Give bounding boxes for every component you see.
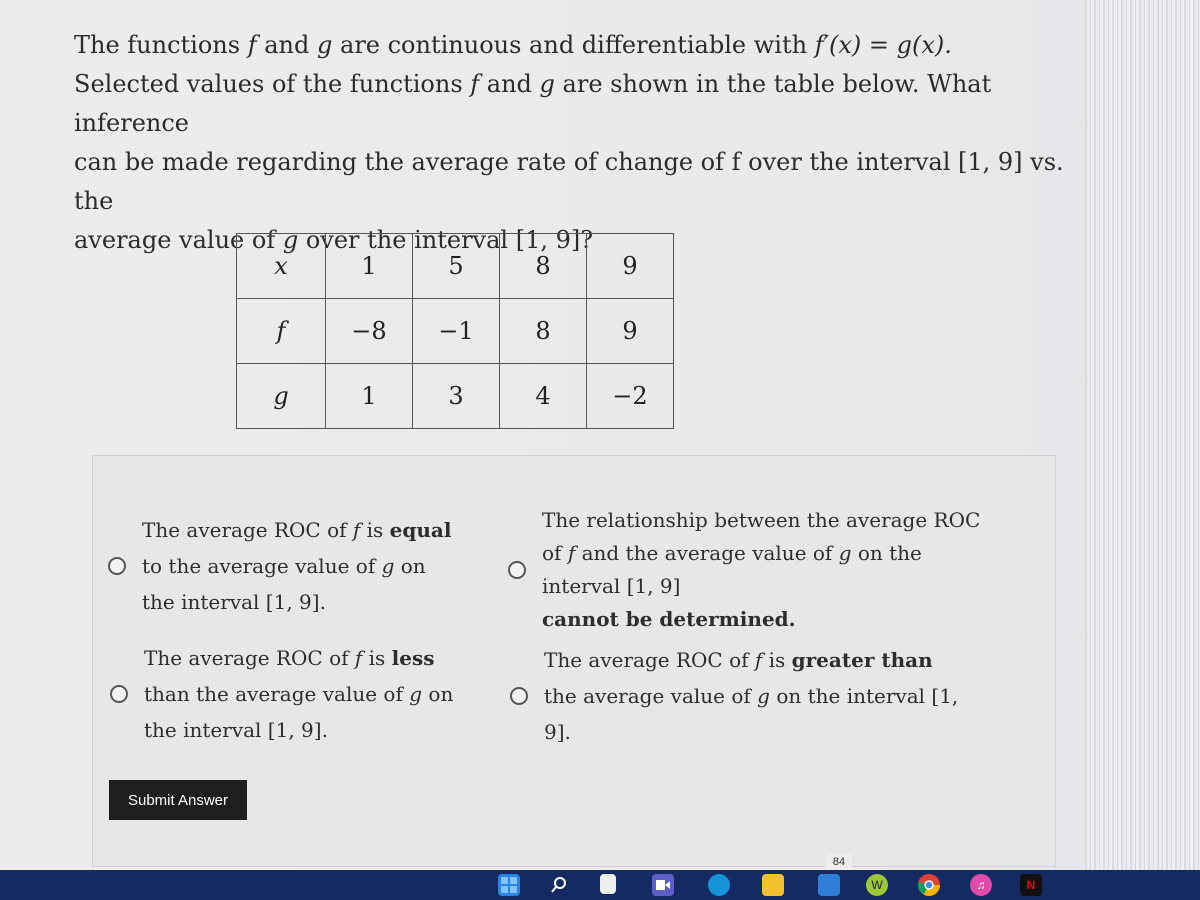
choice-fragment: The average ROC of [544,648,755,672]
choice-fragment: The relationship between the average ROC of [542,508,981,565]
edge-icon[interactable] [708,874,730,896]
table-row-x [237,234,674,299]
table-cell: −1 [413,299,500,364]
math-g: g [282,226,299,254]
question-fragment: and [479,70,540,98]
choice-fragment: on the interval [1, 9]. [144,682,454,742]
choice-cannot-determine-radio[interactable] [508,561,526,579]
choice-fragment: is [362,646,392,670]
math-g: g [757,684,770,708]
question-fragment: over the interval [1, 9]? [298,226,594,254]
notification-badge: 84 [826,854,852,870]
question-fragment: Selected values of the functions [74,70,471,98]
windows-start-icon[interactable] [498,874,520,896]
table-cell: 9 [587,234,674,299]
folder-icon[interactable] [762,874,784,896]
chrome-icon[interactable] [918,874,940,896]
taskbar [0,870,1200,900]
table-cell: 3 [413,364,500,429]
choice-cannot-determine-text [542,504,982,636]
math-f: f [352,518,361,542]
word-icon[interactable]: W [866,874,888,896]
question-fragment: and [256,31,317,59]
values-table [236,233,674,429]
choice-emphasis: less [391,646,435,670]
choice-greater-text [544,642,964,750]
choice-equal-radio[interactable] [108,557,126,575]
search-icon[interactable] [548,874,570,896]
math-g: g [409,682,423,706]
submit-answer-button[interactable]: Submit Answer [109,780,247,820]
choice-greater[interactable] [510,642,980,750]
choice-equal[interactable] [108,512,468,620]
table-cell: 8 [500,299,587,364]
choice-fragment: on the interval [1, 9] [542,541,922,598]
choice-fragment: and the average value of [575,541,839,565]
choice-greater-radio[interactable] [510,687,528,705]
choice-equal-text [142,512,452,620]
choice-fragment: the average value of [544,684,758,708]
row-label-f: f [237,299,326,364]
question-fragment: average value of [74,226,283,254]
math-g: g [539,70,555,98]
question-fragment: are shown in the table below. What inference [74,70,992,137]
choice-fragment: to the average value of [142,554,382,578]
choice-less-radio[interactable] [110,685,128,703]
choice-fragment: is [360,518,390,542]
math-f: f [567,541,576,565]
choice-fragment: than the average value of [144,682,410,706]
table-cell: 4 [500,364,587,429]
question-text [74,26,1064,260]
math-g: g [381,554,395,578]
question-line-1 [74,26,1064,65]
row-label-g: g [237,364,326,429]
table-cell: 1 [326,234,413,299]
question-fragment: The functions [74,31,248,59]
mail-icon[interactable] [818,874,840,896]
math-f: f [354,646,363,670]
math-f: f [754,648,763,672]
netflix-icon[interactable]: N [1020,874,1042,896]
row-label-x: x [237,234,326,299]
choice-fragment: on the interval [1, 9]. [142,554,426,614]
question-line-3: can be made regarding the average rate of change of f over the interval [1, 9] vs. the [74,148,1064,215]
choice-less-text [144,640,454,748]
choice-fragment: on the interval [1, 9]. [544,684,959,744]
choice-fragment: The average ROC of [144,646,355,670]
choice-emphasis: equal [389,518,452,542]
derivative-equation: f′(x) = g(x). [814,31,952,59]
table-row-f [237,299,674,364]
math-g: g [838,541,852,565]
choice-emphasis: cannot be determined. [542,607,796,631]
file-explorer-icon[interactable] [600,874,616,894]
background-glare [1085,0,1200,870]
table-cell: 1 [326,364,413,429]
table-cell: −8 [326,299,413,364]
table-row-g [237,364,674,429]
table-cell: −2 [587,364,674,429]
question-line-2 [74,65,1064,143]
music-icon[interactable]: ♫ [970,874,992,896]
choice-less[interactable] [110,640,470,748]
table-cell: 8 [500,234,587,299]
choice-fragment: is [762,648,792,672]
choice-cannot-determine[interactable] [508,504,988,636]
choice-fragment: The average ROC of [142,518,353,542]
table-cell: 5 [413,234,500,299]
question-fragment: are continuous and differentiable with [332,31,815,59]
choice-emphasis: greater than [791,648,933,672]
table-cell: 9 [587,299,674,364]
teams-icon[interactable] [652,874,674,896]
math-f: f [470,70,480,98]
math-f: f [247,31,257,59]
math-g: g [317,31,333,59]
